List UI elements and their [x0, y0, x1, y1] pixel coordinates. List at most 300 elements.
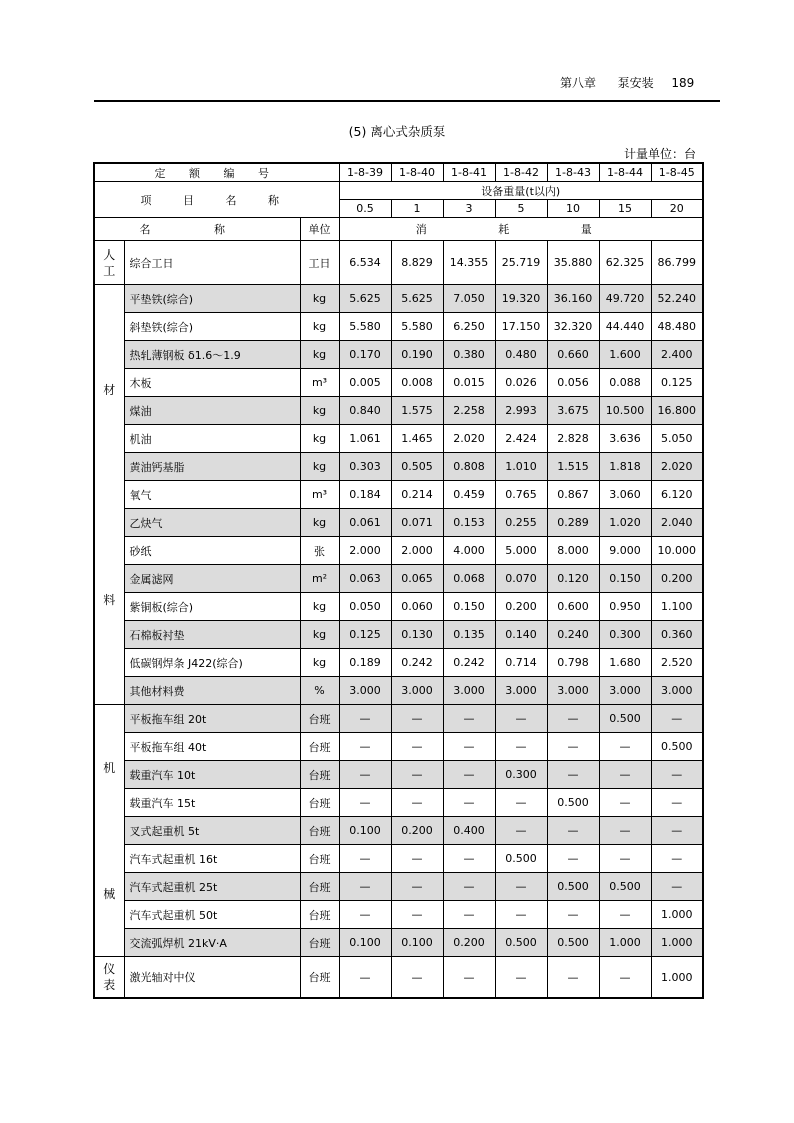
table-row: [94, 817, 703, 845]
value-cell: 0.150: [443, 593, 495, 621]
unit-cell: 台班: [300, 705, 339, 733]
value-cell: 5.000: [495, 537, 547, 565]
item-name-cell: 乙炔气: [124, 509, 300, 537]
table-row: [94, 241, 703, 285]
running-head: [560, 74, 710, 91]
value-cell: 2.828: [547, 425, 599, 453]
value-cell: 0.765: [495, 481, 547, 509]
value-cell: 0.500: [547, 873, 599, 901]
value-cell: 0.068: [443, 565, 495, 593]
value-cell: 3.000: [339, 677, 391, 705]
value-cell: 3.000: [547, 677, 599, 705]
value-cell: 0.200: [391, 817, 443, 845]
value-cell: 1.000: [651, 929, 703, 957]
unit-cell: 台班: [300, 789, 339, 817]
value-cell: 0.061: [339, 509, 391, 537]
value-cell: —: [651, 789, 703, 817]
value-cell: 0.714: [495, 649, 547, 677]
header-rule: [94, 100, 720, 102]
value-cell: —: [651, 817, 703, 845]
value-cell: 32.320: [547, 313, 599, 341]
value-cell: —: [443, 873, 495, 901]
value-cell: 17.150: [495, 313, 547, 341]
item-name-cell: 其他材料费: [124, 677, 300, 705]
value-cell: 5.050: [651, 425, 703, 453]
value-cell: 10.500: [599, 397, 651, 425]
weight-cell: 15: [599, 200, 651, 218]
item-name-cell: 平板拖车组 20t: [124, 705, 300, 733]
weight-label-row: [94, 182, 703, 200]
item-name-cell: 金属滤网: [124, 565, 300, 593]
value-cell: 0.360: [651, 621, 703, 649]
value-cell: —: [443, 789, 495, 817]
value-cell: —: [495, 705, 547, 733]
value-cell: 1.000: [599, 929, 651, 957]
labor-category-cell: [94, 241, 124, 285]
table-row: [94, 705, 703, 733]
item-name-cell: 综合工日: [124, 241, 300, 285]
value-cell: —: [339, 845, 391, 873]
value-cell: —: [651, 873, 703, 901]
value-cell: 0.303: [339, 453, 391, 481]
value-cell: 0.150: [599, 565, 651, 593]
value-cell: 1.100: [651, 593, 703, 621]
code-cell: 1-8-39: [339, 163, 391, 182]
weight-cell: 5: [495, 200, 547, 218]
value-cell: —: [495, 873, 547, 901]
value-cell: —: [495, 901, 547, 929]
value-cell: 2.400: [651, 341, 703, 369]
column-header-row: [94, 218, 703, 241]
unit-cell: kg: [300, 593, 339, 621]
value-cell: 0.200: [495, 593, 547, 621]
value-cell: 3.000: [391, 677, 443, 705]
value-cell: 3.636: [599, 425, 651, 453]
table-row: [94, 425, 703, 453]
value-cell: 0.808: [443, 453, 495, 481]
unit-cell: m²: [300, 565, 339, 593]
weight-label: 设备重量(t以内): [339, 182, 703, 200]
unit-cell: kg: [300, 341, 339, 369]
value-cell: 0.505: [391, 453, 443, 481]
code-cell: 1-8-43: [547, 163, 599, 182]
value-cell: —: [339, 957, 391, 999]
code-cell: 1-8-44: [599, 163, 651, 182]
value-cell: 0.120: [547, 565, 599, 593]
item-name-cell: 砂纸: [124, 537, 300, 565]
value-cell: —: [599, 761, 651, 789]
material-category-label: 料: [103, 592, 116, 607]
value-cell: 0.153: [443, 509, 495, 537]
item-name-cell: 氧气: [124, 481, 300, 509]
unit-cell: 台班: [300, 873, 339, 901]
value-cell: —: [651, 761, 703, 789]
weight-cell: 3: [443, 200, 495, 218]
value-cell: 1.680: [599, 649, 651, 677]
weight-cell: 20: [651, 200, 703, 218]
value-cell: 1.000: [651, 957, 703, 999]
table-row: [94, 481, 703, 509]
value-cell: —: [391, 873, 443, 901]
value-cell: 2.993: [495, 397, 547, 425]
weight-cell: 10: [547, 200, 599, 218]
item-name-cell: 汽车式起重机 16t: [124, 845, 300, 873]
quota-table: [93, 162, 704, 999]
value-cell: 2.258: [443, 397, 495, 425]
item-name-cell: 汽车式起重机 50t: [124, 901, 300, 929]
value-cell: —: [443, 845, 495, 873]
value-cell: 0.200: [443, 929, 495, 957]
value-cell: 0.100: [339, 929, 391, 957]
code-row: [94, 163, 703, 182]
unit-cell: %: [300, 677, 339, 705]
material-category-cell: [94, 285, 124, 705]
table-row: [94, 565, 703, 593]
value-cell: —: [391, 789, 443, 817]
code-cell: 1-8-42: [495, 163, 547, 182]
item-name-cell: 木板: [124, 369, 300, 397]
table-row: [94, 901, 703, 929]
item-name-cell: 交流弧焊机 21kV·A: [124, 929, 300, 957]
value-cell: 0.125: [651, 369, 703, 397]
table-row: [94, 285, 703, 313]
value-cell: 1.465: [391, 425, 443, 453]
unit-column-header: 单位: [300, 218, 339, 241]
value-cell: 6.120: [651, 481, 703, 509]
value-cell: 0.140: [495, 621, 547, 649]
value-cell: 0.170: [339, 341, 391, 369]
unit-cell: 台班: [300, 761, 339, 789]
unit-note: 计量单位：台: [623, 147, 696, 161]
value-cell: —: [599, 957, 651, 999]
value-cell: 0.071: [391, 509, 443, 537]
value-cell: 0.500: [651, 733, 703, 761]
table-row: [94, 957, 703, 999]
table-row: [94, 649, 703, 677]
table-row: [94, 537, 703, 565]
value-cell: —: [495, 789, 547, 817]
value-cell: 3.675: [547, 397, 599, 425]
machine-category-cell: [94, 705, 124, 957]
unit-cell: 台班: [300, 733, 339, 761]
value-cell: 2.000: [339, 537, 391, 565]
value-cell: 0.289: [547, 509, 599, 537]
item-name-cell: 平板拖车组 40t: [124, 733, 300, 761]
unit-cell: 台班: [300, 901, 339, 929]
item-name-cell: 石棉板衬垫: [124, 621, 300, 649]
value-cell: 0.500: [599, 705, 651, 733]
value-cell: 5.580: [391, 313, 443, 341]
value-cell: 0.300: [599, 621, 651, 649]
unit-cell: kg: [300, 453, 339, 481]
unit-cell: kg: [300, 621, 339, 649]
value-cell: 0.050: [339, 593, 391, 621]
value-cell: 3.060: [599, 481, 651, 509]
value-cell: 0.060: [391, 593, 443, 621]
table-row: [94, 761, 703, 789]
value-cell: 0.242: [443, 649, 495, 677]
material-category-label: 材: [103, 383, 116, 398]
value-cell: 7.050: [443, 285, 495, 313]
code-cell: 1-8-41: [443, 163, 495, 182]
value-cell: 0.255: [495, 509, 547, 537]
value-cell: 2.020: [651, 453, 703, 481]
item-name-cell: 叉式起重机 5t: [124, 817, 300, 845]
value-cell: 25.719: [495, 241, 547, 285]
value-cell: —: [391, 733, 443, 761]
item-name-cell: 汽车式起重机 25t: [124, 873, 300, 901]
value-cell: 0.480: [495, 341, 547, 369]
value-cell: —: [547, 817, 599, 845]
value-cell: —: [391, 957, 443, 999]
table-row: [94, 621, 703, 649]
item-name-cell: 黄油钙基脂: [124, 453, 300, 481]
value-cell: 1.600: [599, 341, 651, 369]
value-cell: —: [495, 733, 547, 761]
value-cell: 16.800: [651, 397, 703, 425]
table-row: [94, 929, 703, 957]
table-row: [94, 313, 703, 341]
value-cell: 2.040: [651, 509, 703, 537]
value-cell: 0.240: [547, 621, 599, 649]
page-number: 189: [671, 76, 695, 90]
value-cell: 1.515: [547, 453, 599, 481]
value-cell: —: [547, 761, 599, 789]
value-cell: —: [391, 761, 443, 789]
value-cell: —: [443, 957, 495, 999]
value-cell: —: [339, 761, 391, 789]
instrument-category-label: 仪表: [103, 962, 116, 992]
weight-cell: 1: [391, 200, 443, 218]
value-cell: 3.000: [443, 677, 495, 705]
item-name-cell: 紫铜板(综合): [124, 593, 300, 621]
value-cell: —: [339, 705, 391, 733]
value-cell: 48.480: [651, 313, 703, 341]
value-cell: 3.000: [651, 677, 703, 705]
value-cell: 0.214: [391, 481, 443, 509]
table-row: [94, 845, 703, 873]
item-name-cell: 载重汽车 15t: [124, 789, 300, 817]
unit-cell: 台班: [300, 845, 339, 873]
item-name-cell: 热轧薄钢板 δ1.6～1.9: [124, 341, 300, 369]
item-name-label: 项 目 名 称: [94, 182, 339, 218]
value-cell: 8.829: [391, 241, 443, 285]
value-cell: 0.070: [495, 565, 547, 593]
unit-cell: 张: [300, 537, 339, 565]
value-cell: 6.250: [443, 313, 495, 341]
value-cell: —: [651, 705, 703, 733]
value-cell: 0.130: [391, 621, 443, 649]
value-cell: —: [339, 901, 391, 929]
value-cell: —: [443, 705, 495, 733]
value-cell: 0.005: [339, 369, 391, 397]
table-row: [94, 341, 703, 369]
value-cell: 3.000: [495, 677, 547, 705]
value-cell: 0.200: [651, 565, 703, 593]
value-cell: —: [547, 845, 599, 873]
labor-category-label: 人工: [103, 247, 116, 278]
value-cell: 0.500: [547, 929, 599, 957]
value-cell: 1.818: [599, 453, 651, 481]
weight-cell: 0.5: [339, 200, 391, 218]
value-cell: 0.135: [443, 621, 495, 649]
item-name-cell: 载重汽车 10t: [124, 761, 300, 789]
value-cell: —: [391, 845, 443, 873]
item-name-cell: 煤油: [124, 397, 300, 425]
value-cell: —: [339, 873, 391, 901]
value-cell: 0.088: [599, 369, 651, 397]
value-cell: 0.500: [599, 873, 651, 901]
value-cell: 0.459: [443, 481, 495, 509]
value-cell: 9.000: [599, 537, 651, 565]
value-cell: 0.184: [339, 481, 391, 509]
value-cell: 35.880: [547, 241, 599, 285]
value-cell: 0.063: [339, 565, 391, 593]
value-cell: —: [391, 705, 443, 733]
value-cell: 0.500: [547, 789, 599, 817]
value-cell: —: [599, 845, 651, 873]
value-cell: —: [391, 901, 443, 929]
section-title: (5) 离心式杂质泵: [348, 124, 446, 139]
value-cell: —: [547, 901, 599, 929]
value-cell: 1.000: [651, 901, 703, 929]
value-cell: 0.950: [599, 593, 651, 621]
instrument-category-cell: [94, 957, 124, 999]
value-cell: 0.400: [443, 817, 495, 845]
value-cell: 0.056: [547, 369, 599, 397]
unit-cell: 台班: [300, 929, 339, 957]
item-name-cell: 低碳钢焊条 J422(综合): [124, 649, 300, 677]
value-cell: 2.000: [391, 537, 443, 565]
chapter-label: 第八章: [560, 76, 597, 90]
unit-cell: kg: [300, 509, 339, 537]
unit-cell: 台班: [300, 957, 339, 999]
value-cell: 0.380: [443, 341, 495, 369]
table-row: [94, 677, 703, 705]
table-row: [94, 873, 703, 901]
code-cell: 1-8-40: [391, 163, 443, 182]
value-cell: —: [443, 901, 495, 929]
value-cell: 0.100: [339, 817, 391, 845]
quota-code-label: 定 额 编 号: [94, 163, 339, 182]
unit-cell: kg: [300, 285, 339, 313]
value-cell: —: [339, 789, 391, 817]
value-cell: —: [547, 733, 599, 761]
value-cell: 1.061: [339, 425, 391, 453]
value-cell: 2.020: [443, 425, 495, 453]
value-cell: 1.010: [495, 453, 547, 481]
value-cell: 0.189: [339, 649, 391, 677]
item-name-cell: 机油: [124, 425, 300, 453]
value-cell: 0.100: [391, 929, 443, 957]
table-row: [94, 789, 703, 817]
table-row: [94, 733, 703, 761]
value-cell: 0.500: [495, 929, 547, 957]
name-column-header: 名 称: [94, 218, 300, 241]
value-cell: 0.867: [547, 481, 599, 509]
value-cell: 0.840: [339, 397, 391, 425]
value-cell: —: [547, 957, 599, 999]
value-cell: 0.500: [495, 845, 547, 873]
table-row: [94, 369, 703, 397]
value-cell: 0.300: [495, 761, 547, 789]
value-cell: —: [443, 761, 495, 789]
value-cell: 0.026: [495, 369, 547, 397]
value-cell: 86.799: [651, 241, 703, 285]
value-cell: 1.020: [599, 509, 651, 537]
value-cell: 0.798: [547, 649, 599, 677]
value-cell: —: [339, 733, 391, 761]
value-cell: 2.424: [495, 425, 547, 453]
value-cell: 0.008: [391, 369, 443, 397]
value-cell: 5.625: [339, 285, 391, 313]
unit-cell: m³: [300, 369, 339, 397]
unit-cell: m³: [300, 481, 339, 509]
value-cell: 1.575: [391, 397, 443, 425]
value-cell: —: [495, 957, 547, 999]
value-cell: 0.190: [391, 341, 443, 369]
value-cell: —: [443, 733, 495, 761]
value-cell: 62.325: [599, 241, 651, 285]
code-cell: 1-8-45: [651, 163, 703, 182]
machine-category-label: 机: [103, 761, 116, 776]
unit-cell: kg: [300, 649, 339, 677]
machine-category-label: 械: [103, 886, 116, 901]
unit-cell: kg: [300, 397, 339, 425]
value-cell: 6.534: [339, 241, 391, 285]
consumption-header: 消 耗 量: [339, 218, 703, 241]
value-cell: 44.440: [599, 313, 651, 341]
value-cell: 5.625: [391, 285, 443, 313]
value-cell: 5.580: [339, 313, 391, 341]
value-cell: 0.600: [547, 593, 599, 621]
item-name-cell: 斜垫铁(综合): [124, 313, 300, 341]
value-cell: 2.520: [651, 649, 703, 677]
section-label: 泵安装: [617, 76, 654, 90]
item-name-cell: 激光轴对中仪: [124, 957, 300, 999]
value-cell: 36.160: [547, 285, 599, 313]
value-cell: 3.000: [599, 677, 651, 705]
value-cell: —: [495, 817, 547, 845]
value-cell: 8.000: [547, 537, 599, 565]
value-cell: 19.320: [495, 285, 547, 313]
unit-cell: kg: [300, 425, 339, 453]
value-cell: 0.242: [391, 649, 443, 677]
item-name-cell: 平垫铁(综合): [124, 285, 300, 313]
value-cell: 49.720: [599, 285, 651, 313]
table-row: [94, 509, 703, 537]
table-body: [94, 163, 703, 998]
value-cell: —: [599, 733, 651, 761]
unit-cell: 工日: [300, 241, 339, 285]
value-cell: 52.240: [651, 285, 703, 313]
value-cell: —: [651, 845, 703, 873]
value-cell: 0.125: [339, 621, 391, 649]
value-cell: 10.000: [651, 537, 703, 565]
unit-cell: kg: [300, 313, 339, 341]
table-row: [94, 397, 703, 425]
value-cell: 14.355: [443, 241, 495, 285]
value-cell: —: [599, 901, 651, 929]
value-cell: —: [547, 705, 599, 733]
unit-cell: 台班: [300, 817, 339, 845]
value-cell: 4.000: [443, 537, 495, 565]
value-cell: —: [599, 817, 651, 845]
table-row: [94, 453, 703, 481]
value-cell: 0.015: [443, 369, 495, 397]
value-cell: 0.660: [547, 341, 599, 369]
value-cell: 0.065: [391, 565, 443, 593]
